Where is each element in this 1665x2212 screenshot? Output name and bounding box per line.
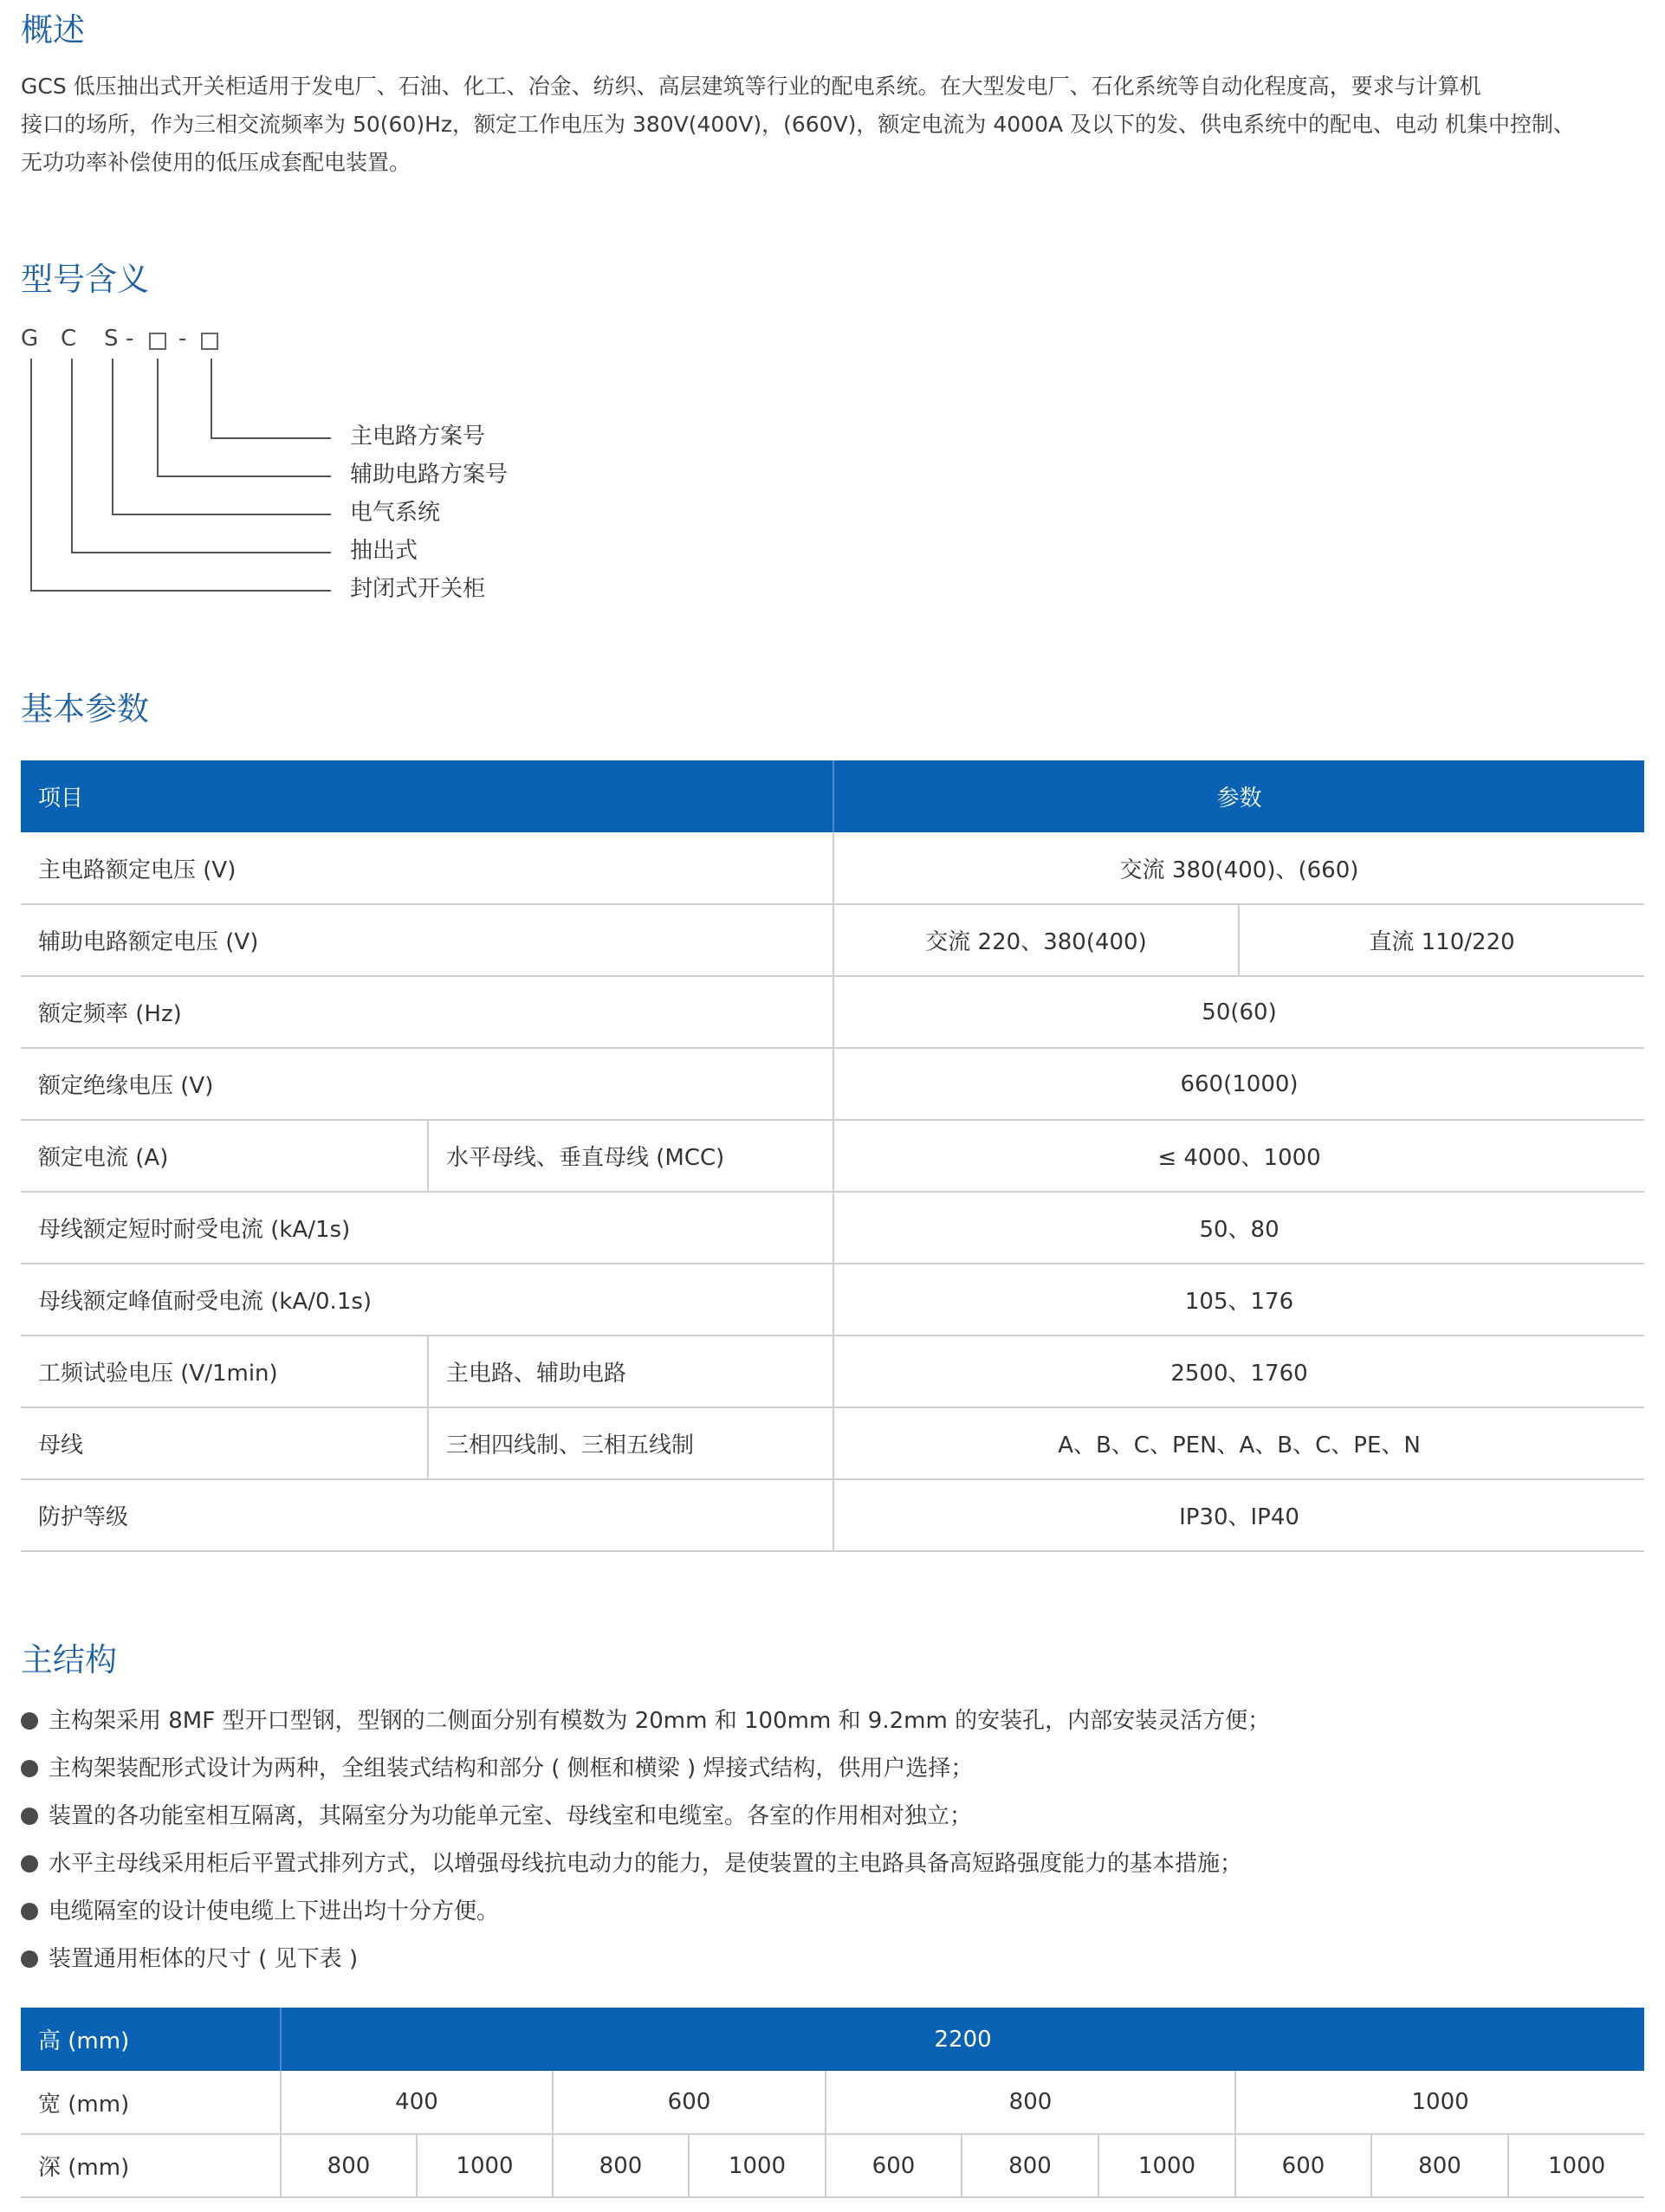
- table-row: [21, 1192, 1644, 1264]
- dim-depth-value: 800: [962, 2134, 1098, 2197]
- table-row: [21, 1336, 1644, 1407]
- dim-width-value: 800: [826, 2071, 1235, 2134]
- dim-width-row: [21, 2071, 1644, 2134]
- table-row: [21, 1407, 1644, 1479]
- dim-depth-value: 1000: [417, 2134, 553, 2197]
- list-item: 水平主母线采用柜后平置式排列方式，以增强母线抗电动力的能力，是使装置的主电路具备高短路强度能力的基本措施；: [21, 1840, 1270, 1888]
- label-enclosed-switchgear: 封闭式开关柜: [350, 576, 486, 602]
- param-item: 工频试验电压 (V/1min): [21, 1336, 428, 1407]
- param-value: 交流 380(400)、(660): [833, 832, 1644, 904]
- table-row: [21, 1048, 1644, 1120]
- list-item: 主构架采用 8MF 型开口型钢，型钢的二侧面分别有模数为 20mm 和 100mm 和 9.2mm 的安装孔，内部安装灵活方便；: [21, 1698, 1270, 1745]
- param-value: ≤ 4000、1000: [833, 1120, 1644, 1192]
- overview-line: GCS 低压抽出式开关柜适用于发电厂、石油、化工、冶金、纺织、高层建筑等行业的配电系统。在大型发电厂、石化系统等自动化程度高，要求与计算机: [21, 74, 1481, 99]
- params-title: 基本参数: [21, 690, 149, 728]
- dim-depth-value: 800: [1371, 2134, 1508, 2197]
- bullet-icon: [21, 1808, 38, 1825]
- param-value: 660(1000): [833, 1048, 1644, 1120]
- param-value: A、B、C、PEN、A、B、C、PE、N: [833, 1407, 1644, 1479]
- bullet-icon: [21, 1855, 38, 1872]
- table-row: [21, 904, 1644, 976]
- model-title: 型号含义: [21, 261, 149, 298]
- code-letter-g: G: [21, 326, 39, 352]
- dim-depth-value: 800: [553, 2134, 689, 2197]
- dim-depth-value: 1000: [689, 2134, 826, 2197]
- label-aux-circuit-scheme: 辅助电路方案号: [350, 462, 509, 488]
- code-letter-s: S: [104, 326, 119, 352]
- param-value: IP30、IP40: [833, 1479, 1644, 1551]
- dim-depth-label: 深 (mm): [21, 2134, 281, 2197]
- param-item: 防护等级: [21, 1479, 833, 1551]
- param-value: 直流 110/220: [1239, 904, 1644, 976]
- label-main-circuit-scheme: 主电路方案号: [350, 424, 486, 450]
- param-value: 50、80: [833, 1192, 1644, 1264]
- param-subitem: 水平母线、垂直母线 (MCC): [428, 1120, 833, 1192]
- dim-width-value: 1000: [1235, 2071, 1644, 2134]
- param-item: 额定电流 (A): [21, 1120, 428, 1192]
- header-item: 项目: [21, 760, 833, 832]
- dim-width-value: 400: [281, 2071, 553, 2134]
- param-item: 额定绝缘电压 (V): [21, 1048, 833, 1120]
- param-item: 母线额定短时耐受电流 (kA/1s): [21, 1192, 833, 1264]
- dimensions-table: [21, 2008, 1644, 2198]
- dim-depth-row: [21, 2134, 1644, 2197]
- header-param: 参数: [833, 760, 1644, 832]
- dim-width-value: 600: [553, 2071, 826, 2134]
- structure-title: 主结构: [21, 1641, 117, 1678]
- overview-line: 接口的场所，作为三相交流频率为 50(60)Hz，额定工作电压为 380V(400V)，(660V)，额定电流为 4000A 及以下的发、供电系统中的配电、电动 机集中控制、: [21, 112, 1575, 137]
- param-item: 母线: [21, 1407, 428, 1479]
- param-value: 105、176: [833, 1264, 1644, 1336]
- dim-depth-value: 600: [826, 2134, 962, 2197]
- label-withdrawable: 抽出式: [350, 538, 418, 564]
- dim-width-label: 宽 (mm): [21, 2071, 281, 2134]
- param-item: 主电路额定电压 (V): [21, 832, 833, 904]
- param-subitem: 三相四线制、三相五线制: [428, 1407, 833, 1479]
- dim-depth-value: 600: [1235, 2134, 1371, 2197]
- params-table: [21, 760, 1644, 1552]
- list-item: 装置通用柜体的尺寸 ( 见下表 ): [21, 1936, 1270, 1983]
- param-value: 交流 220、380(400): [833, 904, 1239, 976]
- structure-list: [21, 1698, 1270, 1983]
- param-value: 2500、1760: [833, 1336, 1644, 1407]
- bullet-icon: [21, 1903, 38, 1920]
- dim-height-label: 高 (mm): [21, 2008, 281, 2071]
- dim-depth-value: 1000: [1508, 2134, 1644, 2197]
- code-dash: -: [178, 326, 187, 352]
- param-item: 额定频率 (Hz): [21, 976, 833, 1048]
- dim-height-value: 2200: [281, 2008, 1644, 2071]
- table-row: [21, 1264, 1644, 1336]
- table-row: [21, 1479, 1644, 1551]
- table-row: [21, 1120, 1644, 1192]
- overview-title: 概述: [21, 11, 85, 49]
- list-item: 装置的各功能室相互隔离，其隔室分为功能单元室、母线室和电缆室。各室的作用相对独立；: [21, 1793, 1270, 1840]
- label-electrical-system: 电气系统: [350, 500, 441, 526]
- code-letter-c: C: [61, 326, 77, 352]
- code-dash: -: [126, 326, 134, 352]
- param-subitem: 主电路、辅助电路: [428, 1336, 833, 1407]
- param-value: 50(60): [833, 976, 1644, 1048]
- param-item: 母线额定峰值耐受电流 (kA/0.1s): [21, 1264, 833, 1336]
- bullet-icon: [21, 1712, 38, 1730]
- list-item: 电缆隔室的设计使电缆上下进出均十分方便。: [21, 1888, 1270, 1936]
- dim-depth-value: 800: [281, 2134, 417, 2197]
- bullet-icon: [21, 1760, 38, 1777]
- param-item: 辅助电路额定电压 (V): [21, 904, 833, 976]
- model-leader-lines: [0, 0, 364, 624]
- dim-height-row: [21, 2008, 1644, 2071]
- table-row: [21, 832, 1644, 904]
- overview-line: 无功功率补偿使用的低压成套配电装置。: [21, 150, 411, 175]
- bullet-icon: [21, 1950, 38, 1968]
- dim-depth-value: 1000: [1098, 2134, 1235, 2197]
- table-header-row: [21, 760, 1644, 832]
- list-item: 主构架装配形式设计为两种，全组装式结构和部分 ( 侧框和横梁 ) 焊接式结构，供用户选择；: [21, 1745, 1270, 1793]
- table-row: [21, 976, 1644, 1048]
